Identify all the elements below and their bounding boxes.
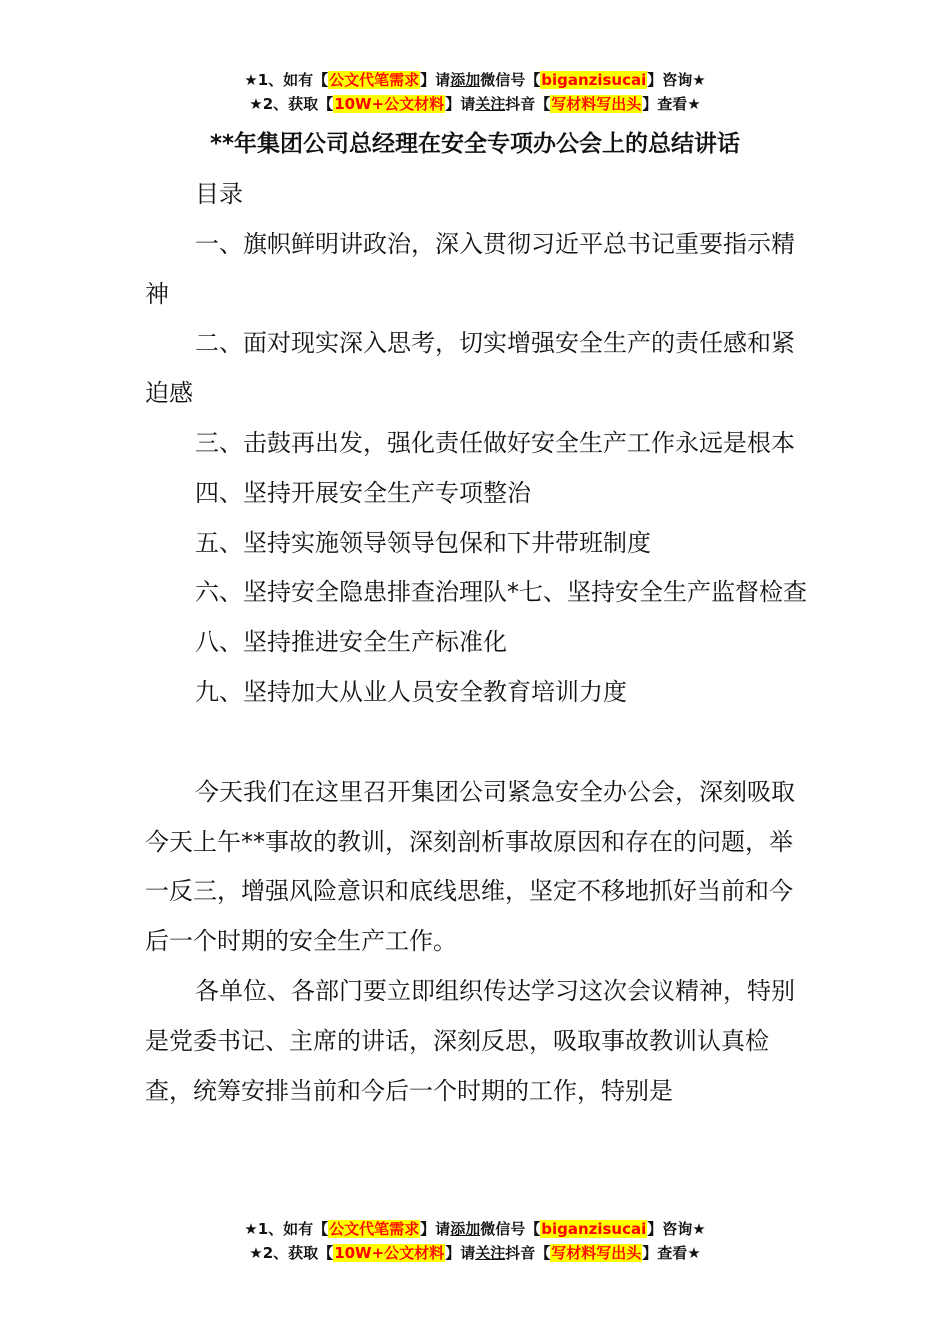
footer-banner	[0, 1217, 950, 1265]
banner-highlight: 10W+公文材料	[334, 1244, 445, 1262]
header-banner	[0, 68, 950, 116]
body-paragraph: 各单位、各部门要立即组织传达学习这次会议精神，特别是党委书记、主席的讲话，深刻反思，吸取事故教训认真检查，统筹安排当前和今后一个时期的工作，特别是	[145, 976, 795, 1105]
body-paragraph: 今天我们在这里召开集团公司紧急安全办公会，深刻吸取今天上午**事故的教训，深刻剖析事故原因和存在的问题，举一反三，增强风险意识和底线思维，坚定不移地抓好当前和今后一个时期的安全生产工作。	[145, 777, 795, 956]
banner-douyin-id: 写材料写出头	[551, 95, 642, 113]
toc-heading: 目录	[195, 180, 243, 208]
toc-item: 五、坚持实施领导领导包保和下井带班制度	[195, 528, 651, 557]
banner-text: 抖音【	[505, 95, 551, 113]
banner-text: ★1、如有【	[244, 1220, 329, 1238]
banner-text: 】查看★	[642, 95, 701, 113]
toc-item: 六、坚持安全隐患排查治理队*七、坚持安全生产监督检查	[195, 578, 807, 607]
banner-highlight: 公文代笔需求	[329, 1220, 420, 1238]
banner-line-2	[0, 1241, 950, 1265]
banner-underline: 添加	[450, 71, 481, 89]
banner-text: 】咨询★	[647, 1220, 706, 1238]
banner-text: 抖音【	[505, 1244, 551, 1262]
banner-highlight: 10W+公文材料	[334, 95, 445, 113]
banner-text: 】请	[445, 1244, 476, 1262]
banner-underline: 关注	[475, 95, 506, 113]
banner-text: 微信号【	[480, 1220, 541, 1238]
banner-wechat-id: biganzisucai	[541, 1220, 647, 1238]
banner-line-1	[0, 1217, 950, 1241]
toc-item: 四、坚持开展安全生产专项整治	[195, 478, 531, 507]
banner-text: 微信号【	[480, 71, 541, 89]
banner-text: ★1、如有【	[244, 71, 329, 89]
document-title: **年集团公司总经理在安全专项办公会上的总结讲话	[209, 131, 741, 157]
banner-underline: 添加	[450, 1220, 481, 1238]
banner-text: ★2、获取【	[249, 1244, 334, 1262]
toc-item: 一、旗帜鲜明讲政治，深入贯彻习近平总书记重要指示精神	[145, 229, 795, 308]
banner-line-1	[0, 68, 950, 92]
banner-highlight: 公文代笔需求	[329, 71, 420, 89]
banner-text: ★2、获取【	[249, 95, 334, 113]
banner-line-2	[0, 92, 950, 116]
banner-text: 】请	[420, 1220, 451, 1238]
banner-text: 】请	[445, 95, 476, 113]
toc-item: 八、坚持推进安全生产标准化	[195, 628, 507, 657]
section-gap	[145, 718, 813, 768]
banner-text: 】请	[420, 71, 451, 89]
banner-text: 】查看★	[642, 1244, 701, 1262]
banner-text: 】咨询★	[647, 71, 706, 89]
banner-underline: 关注	[475, 1244, 506, 1262]
banner-wechat-id: biganzisucai	[541, 71, 647, 89]
banner-douyin-id: 写材料写出头	[551, 1244, 642, 1262]
toc-item: 二、面对现实深入思考，切实增强安全生产的责任感和紧迫感	[145, 329, 795, 408]
toc-item: 九、坚持加大从业人员安全教育培训力度	[195, 677, 627, 706]
document-body	[145, 170, 813, 1116]
toc-item: 三、击鼓再出发，强化责任做好安全生产工作永远是根本	[195, 428, 795, 457]
